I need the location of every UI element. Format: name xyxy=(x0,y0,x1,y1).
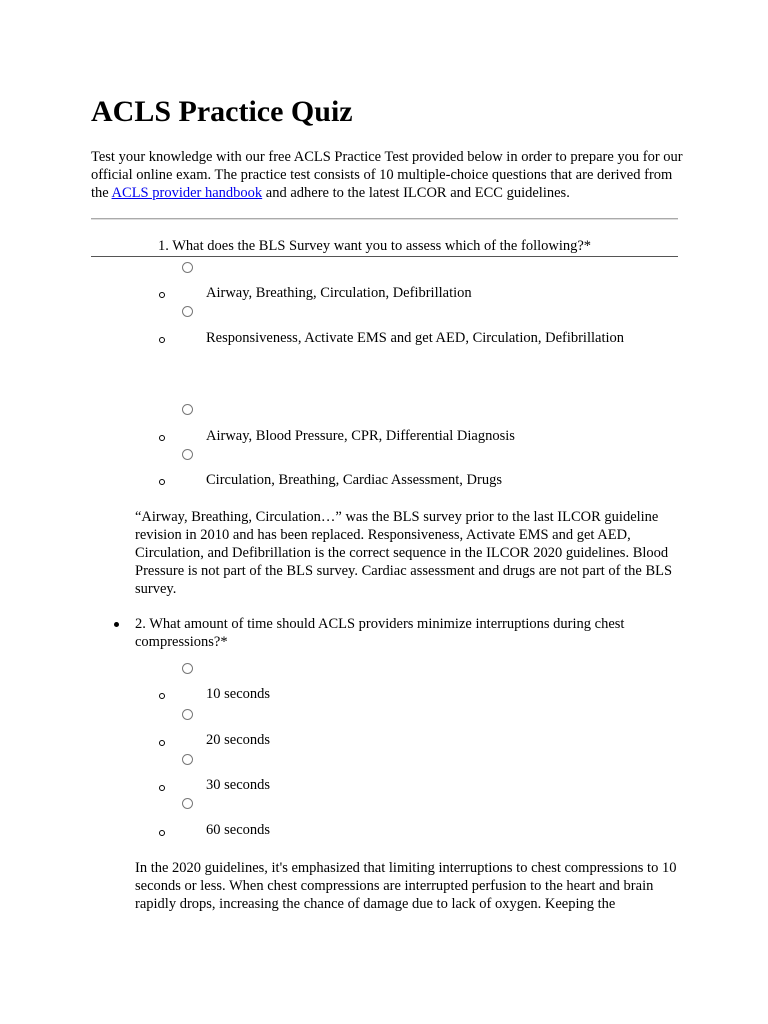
q1-option-1-bullet xyxy=(159,292,165,298)
q2-option-1-label[interactable]: 10 seconds xyxy=(206,686,271,702)
q1-option-2-label[interactable]: Responsiveness, Activate EMS and get AED, Circulation, Defibrillation xyxy=(206,330,625,346)
q2-option-2-radio[interactable] xyxy=(182,709,193,720)
intro-paragraph xyxy=(91,148,691,202)
q1-option-1-radio[interactable] xyxy=(182,262,193,273)
question-1-divider xyxy=(91,256,678,257)
q2-option-4-label[interactable]: 60 seconds xyxy=(206,822,271,838)
q2-option-3-bullet xyxy=(159,785,165,791)
q1-option-4-bullet xyxy=(159,479,165,485)
q1-option-3-radio[interactable] xyxy=(182,404,193,415)
q1-option-3-label[interactable]: Airway, Blood Pressure, CPR, Differential Diagnosis xyxy=(206,428,515,444)
question-2-bullet xyxy=(114,622,119,627)
q1-option-3-bullet xyxy=(159,435,165,441)
acls-handbook-link[interactable]: ACLS provider handbook xyxy=(111,185,263,201)
question-2-explanation: In the 2020 guidelines, it's emphasized that limiting interruptions to chest compressions to 10 seconds or less. When chest compressions are interrupted perfusion to the heart and brain rapidly drops, increasing the chance of damage due to lack of oxygen. Keeping the xyxy=(135,860,677,912)
q2-option-4-radio[interactable] xyxy=(182,798,193,809)
question-2-text: 2. What amount of time should ACLS providers minimize interruptions during chest compressions?* xyxy=(135,616,625,650)
q1-option-1-label[interactable]: Airway, Breathing, Circulation, Defibrillation xyxy=(206,285,472,301)
page-title: ACLS Practice Quiz xyxy=(91,95,353,128)
intro-text-end: and adhere to the latest ILCOR and ECC guidelines. xyxy=(262,185,570,201)
q1-option-2-bullet xyxy=(159,337,165,343)
q2-option-1-radio[interactable] xyxy=(182,663,193,674)
q1-option-4-radio[interactable] xyxy=(182,449,193,460)
q2-option-2-label[interactable]: 20 seconds xyxy=(206,732,271,748)
q2-option-1-bullet xyxy=(159,693,165,699)
q1-option-4-label[interactable]: Circulation, Breathing, Cardiac Assessment, Drugs xyxy=(206,472,502,488)
q2-option-3-label[interactable]: 30 seconds xyxy=(206,777,271,793)
section-divider xyxy=(91,218,678,220)
q1-option-2-radio[interactable] xyxy=(182,306,193,317)
q2-option-4-bullet xyxy=(159,830,165,836)
intro-text-start: Test your knowledge with our free ACLS Practice Test provided below in order to prepare you for our official online exam. The practice test consists of 10 multiple-choice questions that are derived from the xyxy=(91,149,683,201)
q2-option-3-radio[interactable] xyxy=(182,754,193,765)
question-1-text: 1. What does the BLS Survey want you to assess which of the following?* xyxy=(158,238,592,254)
question-1-explanation: “Airway, Breathing, Circulation…” was the BLS survey prior to the last ILCOR guideline revision in 2010 and has been replaced. Responsiveness, Activate EMS and get AED, Circulation, and Defibrillation is the correct sequence in the ILCOR 2020 guidelines. Blood Pressure is not part of the BLS survey. Cardiac assessment and drugs are not part of the BLS survey. xyxy=(135,509,673,597)
q2-option-2-bullet xyxy=(159,740,165,746)
